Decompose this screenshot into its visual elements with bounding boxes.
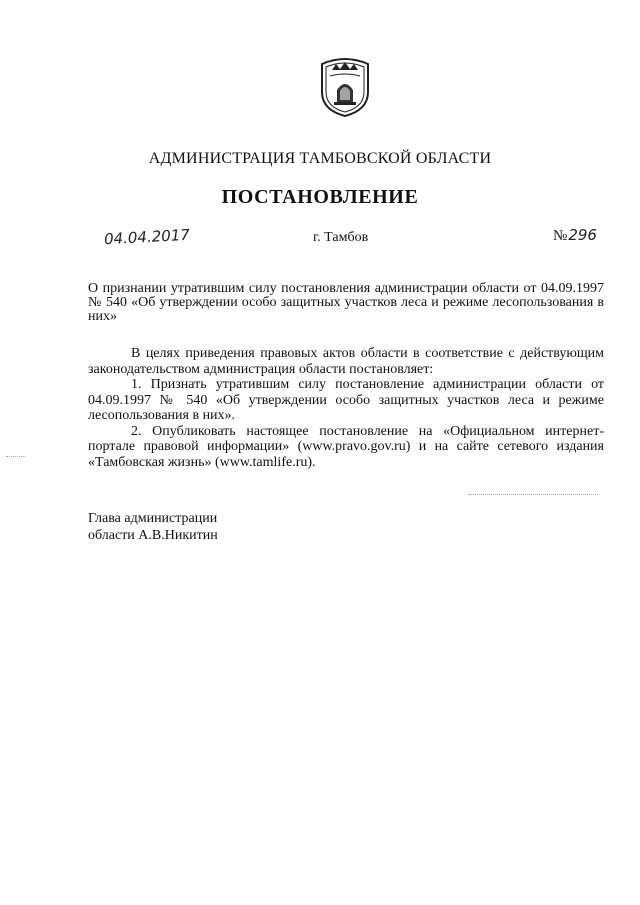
signature-block <box>88 510 218 544</box>
scan-artifact <box>468 494 598 495</box>
signature-position-line1: Глава администрации <box>88 511 218 526</box>
number-value: 296 <box>568 226 597 244</box>
document-subject: О признании утратившим силу постановления администрации области от 04.09.1997 № 540 «Об утверждении особо защитных участков леса и режиме лесопользования в них» <box>88 281 604 324</box>
document-city: г. Тамбов <box>313 230 369 245</box>
preamble-paragraph: В целях приведения правовых актов области в соответствие с действующим законодательством администрация области постановляет: <box>88 346 604 377</box>
item-paragraph-2: 2. Опубликовать настоящее постановление на «Официальном интернет-портале правовой информации» (www.pravo.gov.ru) и на сайте сетевого издания «Тамбовская жизнь» (www.tamlife.ru). <box>88 423 604 470</box>
organization-name: АДМИНИСТРАЦИЯ ТАМБОВСКОЙ ОБЛАСТИ <box>148 150 492 167</box>
document-number <box>553 226 597 245</box>
document-type-title: ПОСТАНОВЛЕНИЕ <box>221 186 419 208</box>
coat-of-arms-icon <box>318 52 372 118</box>
item-paragraph-1: 1. Признать утратившим силу постановление администрации области от 04.09.1997 № 540 «Об утверждении особо защитных участков леса и режиме лесопользования в них». <box>88 377 604 423</box>
signature-position-line2: области А.В.Никитин <box>88 528 218 543</box>
number-sign: № <box>553 228 568 244</box>
document-date: 04.04.2017 <box>103 225 191 249</box>
scan-artifact <box>6 456 26 457</box>
document-body <box>88 346 604 470</box>
